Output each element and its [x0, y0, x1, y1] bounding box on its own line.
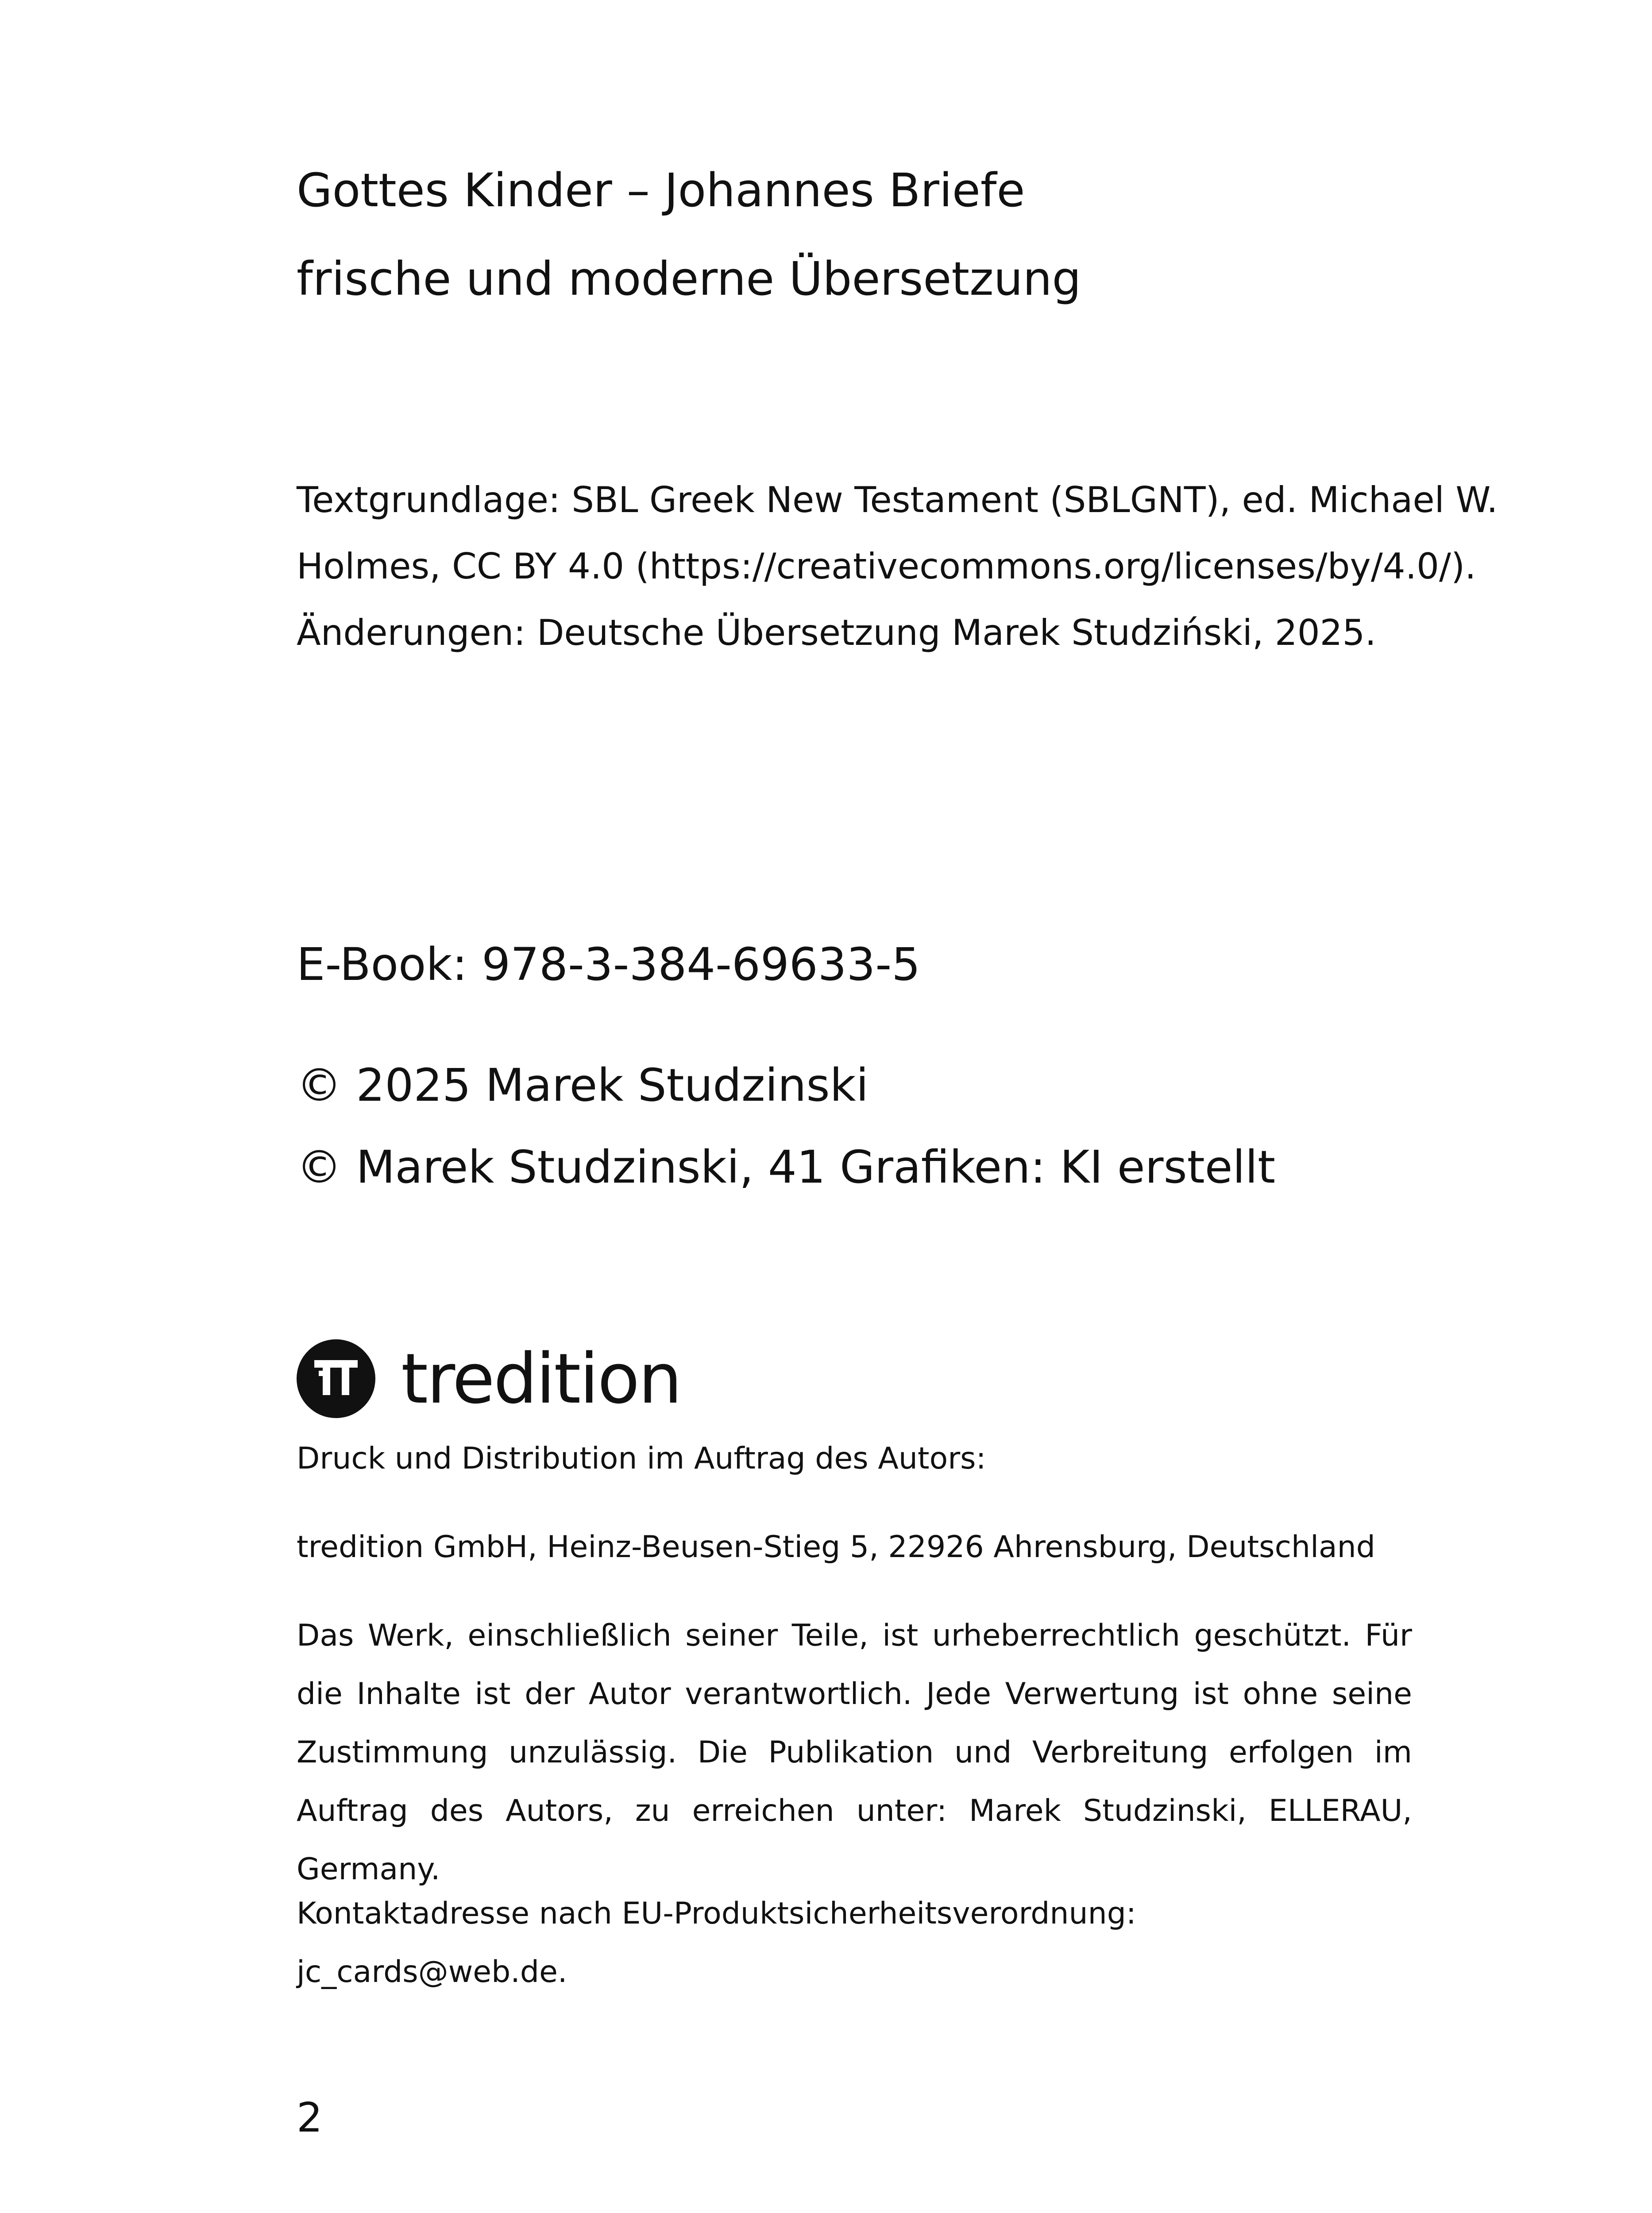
publisher-address: tredition GmbH, Heinz-Beusen-Stieg 5, 22926 Ahrensburg, Deutschland [297, 1530, 1375, 1565]
contact-block [297, 1885, 1136, 2001]
publisher-wordmark: tredition [401, 1338, 681, 1419]
legal-notice: Das Werk, einschließlich seiner Teile, ist urheberrechtlich geschützt. Für die Inhalte ist der Autor verantwortlich. Jede Verwertung ist ohne seine Zustimmung unzulässig. Die Publikation und Verbreitung erfolgen im Auftrag des Autors, zu erreichen unter: Marek Studzinski, ELLERAU, Germany. [297, 1618, 1412, 1887]
source-note-line-2: Holmes, CC BY 4.0 (https://creativecommons.org/licenses/by/4.0/). [297, 546, 1476, 587]
source-note [297, 467, 1498, 666]
contact-label: Kontaktadresse nach EU-Produktsicherheitsverordnung: [297, 1896, 1136, 1931]
contact-email: jc_cards@web.de. [297, 1955, 567, 1989]
copyright-block [297, 1045, 1275, 1208]
book-title-block [297, 146, 1081, 323]
source-note-line-1: Textgrundlage: SBL Greek New Testament (SBLGNT), ed. Michael W. [297, 479, 1498, 520]
tredition-logo-glyph [313, 1356, 359, 1402]
source-note-line-3: Änderungen: Deutsche Übersetzung Marek Studziński, 2025. [297, 612, 1376, 653]
copyright-line-1: © 2025 Marek Studzinski [297, 1059, 869, 1112]
tredition-logo-icon [297, 1339, 375, 1418]
publisher-logo [297, 1339, 681, 1419]
distribution-note: Druck und Distribution im Auftrag des Autors: [297, 1441, 986, 1476]
copyright-line-2: © Marek Studzinski, 41 Grafiken: KI erstellt [297, 1141, 1276, 1194]
book-subtitle: frische und moderne Übersetzung [297, 252, 1081, 306]
page-number: 2 [297, 2094, 323, 2141]
isbn: E-Book: 978-3-384-69633-5 [297, 938, 921, 991]
book-title: Gottes Kinder – Johannes Briefe [297, 163, 1025, 217]
